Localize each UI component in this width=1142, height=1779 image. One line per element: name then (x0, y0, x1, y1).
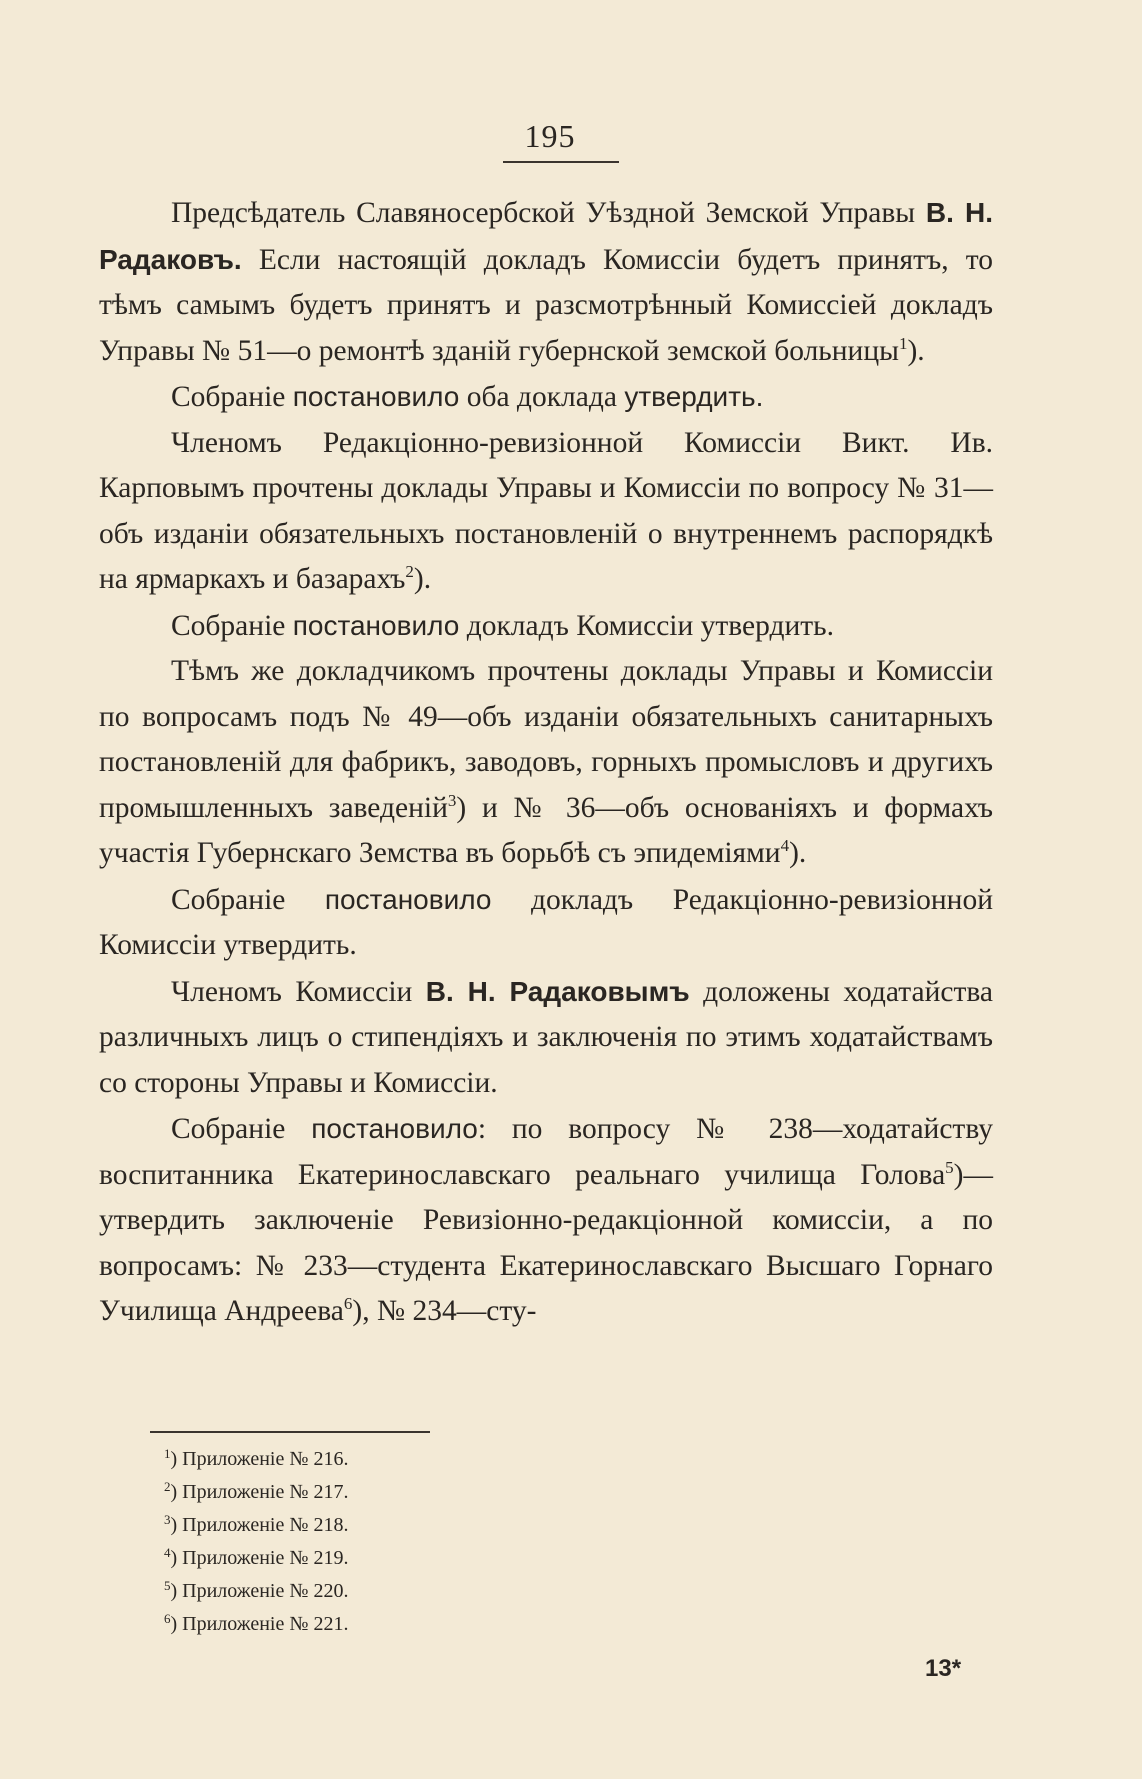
footnote-ref-3: 3 (447, 790, 457, 810)
footnote-mark: 4 (164, 1545, 171, 1560)
paragraph-1-text-b: Если настоящій докладъ Комиссіи будетъ принятъ, то тѣмъ самымъ будетъ принятъ и разсмотрѣнный Комиссіей докладъ Управы № 51—о ремонтѣ зданій губернской земской больницы (99, 243, 993, 367)
footnote-mark: 6 (164, 1611, 171, 1626)
paragraph-8 (99, 1106, 993, 1335)
footnote-mark: 3 (164, 1512, 171, 1527)
footnote-ref-5: 5 (945, 1157, 954, 1177)
paragraph-1-text-a: Предсѣдатель Славяносербской Уѣздной Земской Управы (171, 197, 926, 229)
paragraph-4-text-a: Собраніе (171, 609, 293, 642)
paragraph-6 (99, 877, 993, 969)
footnote-ref-6: 6 (343, 1294, 353, 1313)
footnote (164, 1542, 348, 1575)
footnote-text: ) Приложеніе № 219. (170, 1547, 349, 1569)
paragraph-6-text-c: докладъ Редакціонно-ревизіонной Комиссіи утвердить. (99, 883, 994, 961)
footnotes (164, 1443, 348, 1641)
paragraph-2-text-a: Собраніе (171, 381, 293, 413)
paragraph-8-text-a: Собраніе (171, 1113, 312, 1145)
paragraph-8-text-c: : по вопросу № 238—ходатайству воспитанника Екатеринославскаго реальнаго училища Голова (99, 1113, 993, 1191)
footnote (164, 1476, 348, 1509)
paragraph-7-text-a: Членомъ Комиссіи (171, 975, 426, 1008)
paragraph-5-text-a: Тѣмъ же докладчикомъ прочтены доклады Управы и Комиссіи по вопросамъ подъ № 49—объ изданіи обязательныхъ санитарныхъ постановленій для фабрикъ, заводовъ, горныхъ промысловъ и другихъ промышленныхъ заведеній (99, 655, 993, 824)
resolution-word: постановило (292, 381, 460, 412)
footnote (164, 1575, 348, 1608)
footnote-text: ) Приложеніе № 218. (170, 1514, 349, 1536)
paragraph-7-text-c: доложены ходатайства различныхъ лицъ о стипендіяхъ и заключенія по этимъ ходатайствамъ со стороны Управы и Комиссіи. (99, 975, 994, 1099)
paragraph-8-text-d: )—утвердить заключеніе Ревизіонно-редакціонной комиссіи, а по вопросамъ: № 233—студента Екатеринославскаго Высшаго Горнаго Училища Андреева (99, 1158, 993, 1327)
resolution-word: постановило (311, 1113, 478, 1144)
footnote (164, 1608, 348, 1641)
footnote-text: ) Приложеніе № 216. (170, 1448, 349, 1470)
paragraph-6-text-a: Собраніе (171, 883, 325, 916)
paragraph-2 (99, 374, 993, 421)
paragraph-1 (99, 190, 993, 374)
footnote-ref-4: 4 (780, 836, 790, 855)
footnote-text: ) Приложеніе № 220. (170, 1580, 349, 1602)
page-number: 195 (524, 118, 576, 154)
resolution-word: постановило (324, 883, 492, 915)
speaker-name: В. Н. Радаковымъ (425, 975, 690, 1007)
paragraph-4-text-c: докладъ Комиссіи утвердить. (459, 609, 835, 642)
footnote-mark: 1 (164, 1446, 171, 1461)
paragraph-8-text-e: ), № 234—сту- (352, 1295, 537, 1327)
paragraph-5-text-c: ). (789, 837, 807, 869)
paragraph-3 (99, 421, 993, 603)
paragraph-5-text-b: ) и № 36—объ основаніяхъ и формахъ участія Губернскаго Земства въ борьбѣ съ эпидеміями (99, 791, 993, 869)
footnote (164, 1443, 348, 1476)
footnote-ref-2: 2 (405, 562, 414, 581)
footnote-rule (150, 1431, 430, 1433)
paragraph-2-text-c: оба доклада (459, 381, 625, 413)
footnote (164, 1509, 348, 1542)
footnote-mark: 2 (164, 1479, 171, 1494)
paragraph-4 (99, 603, 993, 650)
paragraph-3-text-end: ). (413, 563, 432, 595)
resolution-word: постановило (292, 609, 460, 641)
paragraph-3-text: Членомъ Редакціонно-ревизіонной Комиссіи Викт. Ив. Карповымъ прочтены доклады Управы и Комиссіи по вопросу № 31—объ изданіи обязательныхъ постановленій о внутреннемъ распорядкѣ на ярмаркахъ и базарахъ (99, 426, 993, 595)
paragraph-7 (99, 969, 993, 1107)
footnote-ref-1: 1 (898, 333, 908, 353)
footnote-text: ) Приложеніе № 217. (170, 1481, 349, 1503)
paragraph-1-text-c: ). (907, 334, 925, 367)
footnote-mark: 5 (164, 1578, 171, 1593)
speaker-name: В. Н. Радаковъ. (99, 197, 994, 275)
resolution-word: утвердить. (624, 381, 764, 412)
paragraph-5 (99, 649, 993, 877)
body-text (99, 190, 993, 1335)
signature-mark: 13* (925, 1655, 962, 1682)
page-number-rule (503, 161, 619, 163)
footnote-text: ) Приложеніе № 221. (170, 1613, 349, 1635)
